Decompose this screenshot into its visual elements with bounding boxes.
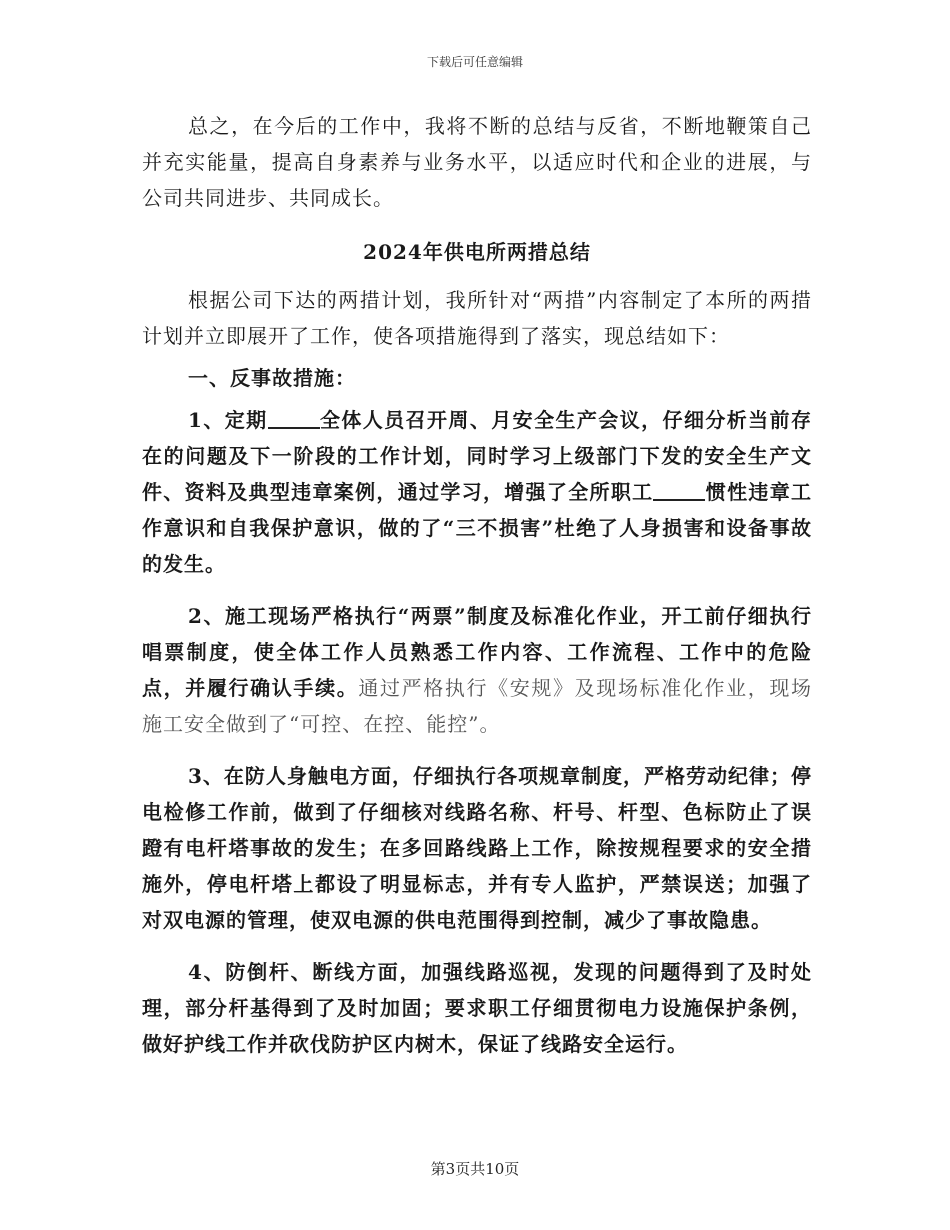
document-title: 2024年供电所两措总结 — [363, 240, 591, 264]
item-1-paragraph — [142, 402, 812, 582]
page-header: 下载后可任意编辑 — [426, 55, 523, 69]
item-2-text-light: 通过严格执行《安规》及现场标准化作业，现场施工安全做到了“可控、在控、能控”。 — [142, 676, 813, 736]
item-2-text-bold: 2、施工现场严格执行“两票”制度及标准化作业，开工前仔细执行唱票制度，使全体工作人员熟悉工作内容、工作流程、工作中的危险点，并履行确认手续。 — [142, 604, 812, 700]
item-4-paragraph: 4、防倒杆、断线方面，加强线路巡视，发现的问题得到了及时处理，部分杆基得到了及时加固；要求职工仔细贯彻电力设施保护条例，做好护线工作并砍伐防护区内树木，保证了线路安全运行。 — [142, 960, 812, 1056]
item-1-text-a: 1、定期 — [188, 408, 268, 432]
lead-paragraph: 根据公司下达的两措计划，我所针对“两措”内容制定了本所的两措计划并立即展开了工作，使各项措施得到了落实，现总结如下： — [142, 288, 812, 348]
item-1-text-b: 全体人员召开周、月安全生产会议，仔细分析当前存在的问题及下一阶段的工作计划，同时学习上级部门下发的安全生产文件、资料及典型违章案例，通过学习，增强了全所职工 — [142, 408, 812, 504]
section-heading: 一、反事故措施： — [188, 366, 356, 390]
page-number: 第3页共10页 — [430, 1160, 520, 1178]
fill-in-blank — [268, 407, 320, 429]
item-1-text-c: 惯性违章工作意识和自我保护意识，做的了“三不损害”杜绝了人身损害和设备事故的发生。 — [142, 480, 813, 576]
item-3-paragraph: 3、在防人身触电方面，仔细执行各项规章制度，严格劳动纪律；停电检修工作前，做到了仔细核对线路名称、杆号、杆型、色标防止了误蹬有电杆塔事故的发生；在多回路线路上工作，除按规程要求的安全措施外，停电杆塔上都设了明显标志，并有专人监护，严禁误送；加强了对双电源的管理，使双电源的供电范围得到控制，减少了事故隐患。 — [142, 764, 812, 932]
fill-in-blank — [653, 479, 705, 501]
document-body — [142, 108, 812, 1062]
item-2-paragraph — [142, 598, 812, 742]
intro-paragraph: 总之，在今后的工作中，我将不断的总结与反省，不断地鞭策自己并充实能量，提高自身素养与业务水平，以适应时代和企业的进展，与公司共同进步、共同成长。 — [142, 114, 812, 210]
